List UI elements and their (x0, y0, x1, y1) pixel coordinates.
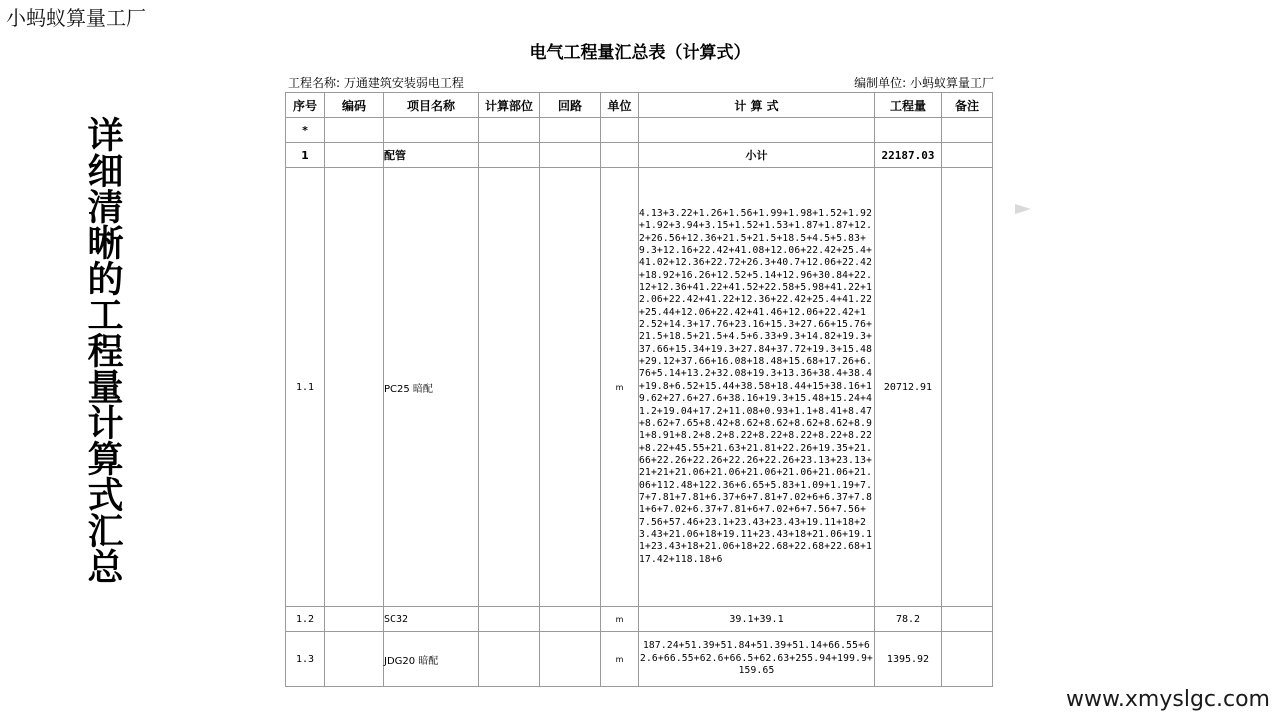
cell-seq: 1.2 (286, 607, 325, 632)
cell-formula: 39.1+39.1 (639, 607, 875, 632)
header-remark: 备注 (942, 93, 993, 118)
cell-code (325, 168, 384, 607)
cell-quantity (875, 118, 942, 143)
cell-part (479, 607, 540, 632)
cell-code (325, 143, 384, 168)
document-meta (288, 74, 994, 91)
compiling-unit: 编制单位: 小蚂蚁算量工厂 (854, 76, 994, 90)
cell-unit (601, 143, 639, 168)
cell-part (479, 632, 540, 687)
cell-code (325, 607, 384, 632)
cell-part (479, 168, 540, 607)
cell-item: SC32 (384, 607, 479, 632)
cell-item: JDG20 暗配 (384, 632, 479, 687)
table-row (286, 632, 993, 687)
document-title: 电气工程量汇总表（计算式） (529, 43, 751, 63)
cell-quantity: 20712.91 (875, 168, 942, 607)
cell-remark (942, 632, 993, 687)
table-row (286, 118, 993, 143)
cell-quantity: 78.2 (875, 607, 942, 632)
cell-quantity: 1395.92 (875, 632, 942, 687)
website-watermark: www.xmyslgc.com (1065, 687, 1270, 712)
cell-loop (540, 118, 601, 143)
header-unit: 单位 (601, 93, 639, 118)
header-loop: 回路 (540, 93, 601, 118)
cell-part (479, 143, 540, 168)
cell-unit: m (601, 632, 639, 687)
table-row (286, 607, 993, 632)
cell-unit: m (601, 607, 639, 632)
table-row (286, 168, 993, 607)
brand-logo-text: 小蚂蚁算量工厂 (6, 6, 146, 30)
header-formula: 计 算 式 (639, 93, 875, 118)
cell-part (479, 118, 540, 143)
cell-seq: 1 (286, 143, 325, 168)
cell-seq: * (286, 118, 325, 143)
cell-loop (540, 168, 601, 607)
header-calc-part: 计算部位 (479, 93, 540, 118)
header-quantity: 工程量 (875, 93, 942, 118)
cell-unit: m (601, 168, 639, 607)
project-name: 工程名称: 万通建筑安装弱电工程 (288, 76, 464, 90)
cell-quantity: 22187.03 (875, 143, 942, 168)
cell-seq: 1.3 (286, 632, 325, 687)
cell-remark (942, 118, 993, 143)
cell-item (384, 118, 479, 143)
cell-remark (942, 607, 993, 632)
cell-formula: 187.24+51.39+51.84+51.39+51.14+66.55+62.6+66.55+62.6+66.5+62.63+255.94+199.9+159.65 (639, 632, 875, 687)
header-seq: 序号 (286, 93, 325, 118)
decorative-arrow-icon (1015, 204, 1031, 214)
cell-formula (639, 118, 875, 143)
header-item-name: 项目名称 (384, 93, 479, 118)
cell-formula: 小计 (639, 143, 875, 168)
cell-loop (540, 143, 601, 168)
cell-unit (601, 118, 639, 143)
cell-item: PC25 暗配 (384, 168, 479, 607)
quantity-summary-table (285, 92, 993, 687)
cell-code (325, 118, 384, 143)
cell-loop (540, 607, 601, 632)
cell-formula: 4.13+3.22+1.26+1.56+1.99+1.98+1.52+1.92+1.92+3.94+3.15+1.52+1.53+1.87+1.87+12.2+26.56+12.36+21.5+21.5+18.5+4.5+5.83+9.3+12.16+22.42+41.08+12.06+22.42+25.4+41.02+12.36+22.72+26.3+40.7+12.06+22.42+18.92+16.26+12.52+5.14+12.96+30.84+22.12+12.36+41.22+41.52+22.58+5.98+41.22+12.06+22.42+41.22+12.36+22.42+25.4+41.22+25.44+12.06+22.42+41.46+12.06+22.42+12.52+14.3+17.76+23.16+15.3+27.66+15.76+21.5+18.5+21.5+4.5+6.33+9.3+14.82+19.3+37.66+15.34+19.3+27.84+37.72+19.3+15.48+29.12+37.66+16.08+18.48+15.68+17.26+6.76+5.14+13.2+32.08+19.3+13.36+38.4+38.4+19.8+6.52+15.44+38.58+18.44+15+38.16+19.62+27.6+27.6+38.16+19.3+15.48+15.24+41.2+19.04+17.2+11.08+0.93+1.1+8.41+8.47+8.62+7.65+8.42+8.62+8.62+8.62+8.62+8.91+8.91+8.2+8.2+8.22+8.22+8.22+8.22+8.22+8.22+45.55+21.63+21.81+22.26+19.35+21.66+22.26+22.26+22.26+22.26+23.13+23.13+21+21+21.06+21.06+21.06+21.06+21.06+21.06+112.48+122.36+6.65+5.83+1.09+1.19+7.7+7.81+7.81+6.37+6+7.81+7.02+6+6.37+7.81+6+7.02+6.37+7.81+6+7.02+6+7.56+7.56+7.56+57.46+23.1+23.43+23.43+19.11+18+23.43+21.06+18+19.11+23.43+18+21.06+19.11+23.43+18+21.06+18+22.68+22.68+22.68+117.42+118.18+6 (639, 168, 875, 607)
sidebar-vertical-title: 详细清晰的工程量计算式汇总 (82, 116, 124, 584)
cell-item: 配管 (384, 143, 479, 168)
cell-code (325, 632, 384, 687)
header-code: 编码 (325, 93, 384, 118)
cell-loop (540, 632, 601, 687)
cell-remark (942, 143, 993, 168)
cell-remark (942, 168, 993, 607)
table-header-row (286, 93, 993, 118)
table-row (286, 143, 993, 168)
cell-seq: 1.1 (286, 168, 325, 607)
